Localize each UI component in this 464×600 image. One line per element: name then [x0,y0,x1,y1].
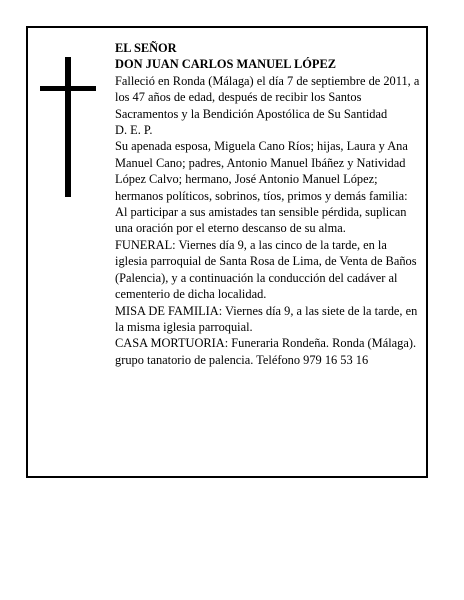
notice-text [115,40,421,368]
cross-vertical-bar [65,57,71,197]
deceased-name: DON JUAN CARLOS MANUEL LÓPEZ [115,57,336,72]
contact-line: grupo tanatorio de palencia. Teléfono 979 16 53 16 [115,352,369,367]
obituary-notice [26,26,428,478]
death-details: Falleció en Ronda (Málaga) el día 7 de septiembre de 2011, a los 47 años de edad, después de recibir los Santos Sacramentos y la Bendición Apostólica de Su Santidad [115,73,420,121]
dep-line: D. E. P. [115,123,153,138]
funeral-details: FUNERAL: Viernes día 9, a las cinco de la tarde, en la iglesia parroquial de Santa Rosa de Lima, de Venta de Baños (Palencia), y a continuación la conducción del cadáver al cementerio de dicha localidad. [115,237,417,302]
mortuary-details: CASA MORTUORIA: Funeraria Rondeña. Ronda (Málaga). [115,336,417,351]
family-list: Su apenada esposa, Miguela Cano Ríos; hijas, Laura y Ana Manuel Cano; padres, Antonio Manuel Ibáñez y Natividad López Calvo; hermano, José Antonio Manuel López; hermanos políticos, sobrinos, tíos, primos y demás familia: [115,139,408,203]
cross-icon [40,57,96,197]
family-mass-details: MISA DE FAMILIA: Viernes día 9, a las siete de la tarde, en la misma iglesia parroquial. [115,303,418,334]
cross-horizontal-bar [40,86,96,91]
prayer-request: Al participar a sus amistades tan sensible pérdida, suplican una oración por el eterno descanso de su alma. [115,205,407,236]
notice-heading: EL SEÑOR [115,41,177,55]
